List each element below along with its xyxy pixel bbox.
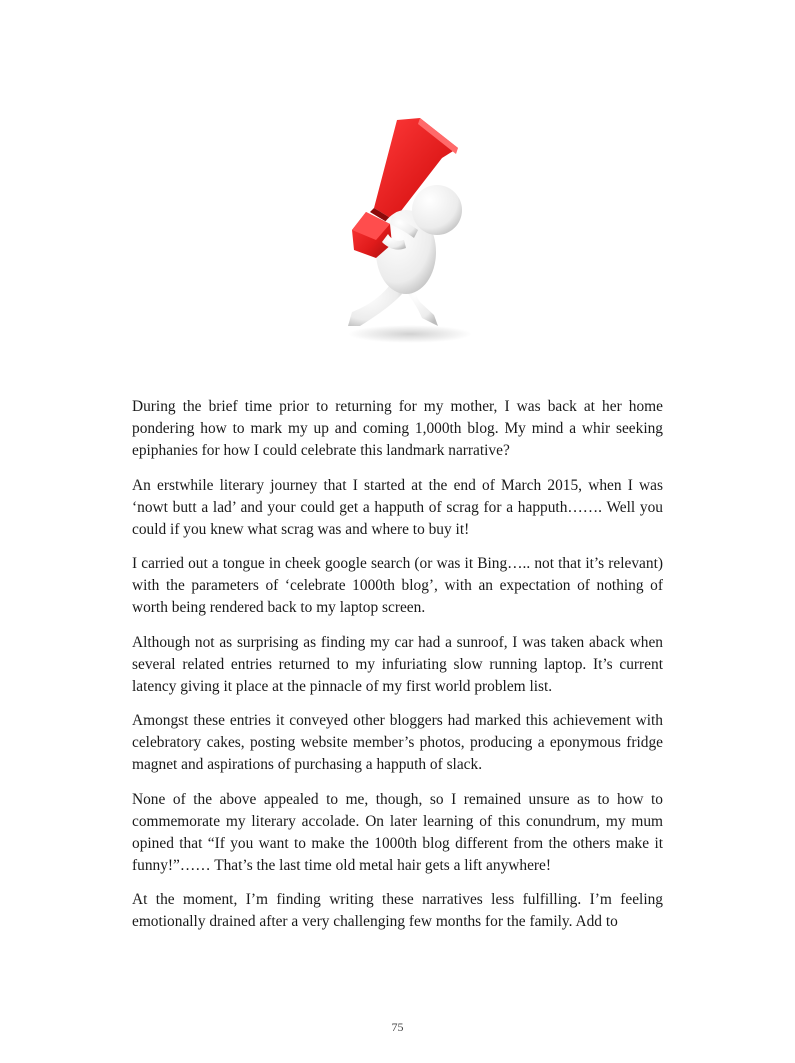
body-text xyxy=(132,396,663,946)
paragraph: At the moment, I’m finding writing these narratives less fulfilling. I’m feeling emotionally drained after a very challenging few months for the family. Add to xyxy=(132,891,663,930)
paragraph: I carried out a tongue in cheek google search (or was it Bing….. not that it’s relevant) with the parameters of ‘celebrate 1000th blog’, with an expectation of nothing of worth being rendered back to my laptop screen. xyxy=(132,555,663,616)
paragraph: None of the above appealed to me, though, so I remained unsure as to how to commemorate my literary accolade. On later learning of this conundrum, my mum opined that “If you want to make the 1000th blog different from the others make it funny!”…… That’s the last time old metal hair gets a lift anywhere! xyxy=(132,790,663,874)
page-number: 75 xyxy=(391,1020,404,1034)
paragraph: During the brief time prior to returning for my mother, I was back at her home pondering how to mark my up and coming 1,000th blog. My mind a whir seeking epiphanies for how I could celebrate this landmark narrative? xyxy=(132,398,663,459)
paragraph: Although not as surprising as finding my car had a sunroof, I was taken aback when several related entries returned to my infuriating slow running laptop. It’s current latency giving it place at the pinnacle of my first world problem list. xyxy=(132,633,663,695)
paragraph: An erstwhile literary journey that I started at the end of March 2015, when I was ‘nowt butt a lad’ and your could get a happuth of scrag for a happuth……. Well you could if you knew what scrag was and where to buy it! xyxy=(132,476,663,538)
paragraph: Amongst these entries it conveyed other bloggers had marked this achievement with celebratory cakes, posting website member’s photos, producing a eponymous fridge magnet and aspirations of purchasing a happuth of slack. xyxy=(132,712,663,773)
figure-carrying-exclamation-mark-icon xyxy=(330,112,480,348)
